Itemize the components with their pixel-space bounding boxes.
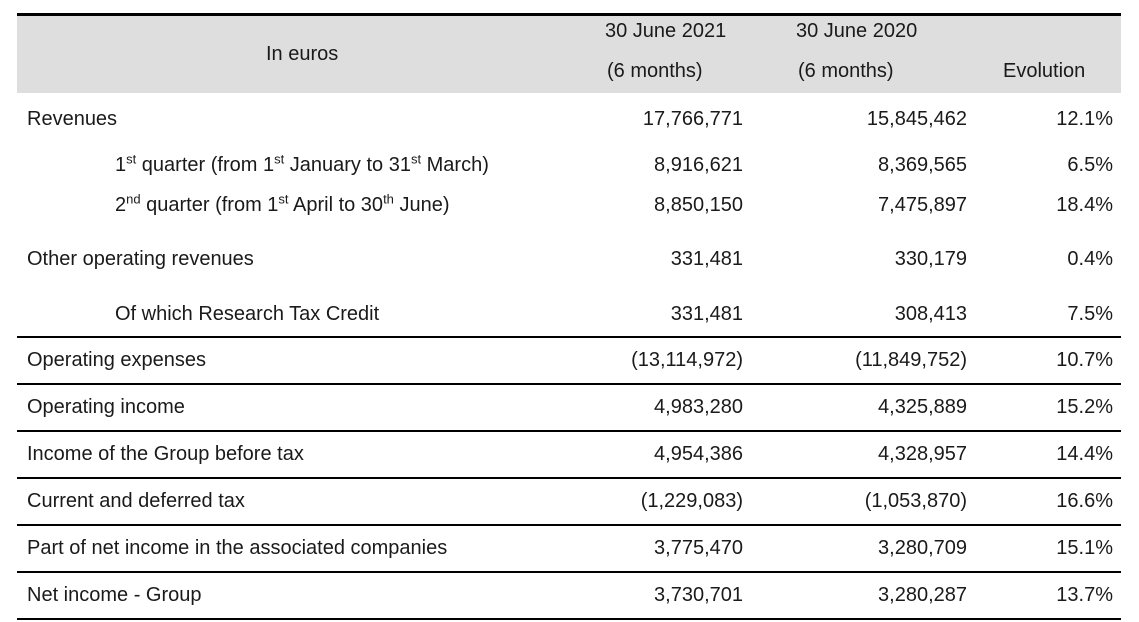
- table-row-income-before-tax: [17, 432, 1121, 479]
- value-evolution: 13.7%: [1056, 584, 1113, 606]
- value-2021: 8,850,150: [654, 193, 743, 216]
- row-label: Income of the Group before tax: [27, 443, 304, 465]
- value-evolution: 10.7%: [1056, 349, 1113, 371]
- row-label: Current and deferred tax: [27, 490, 245, 512]
- value-2020: 330,179: [894, 247, 967, 270]
- row-label: Revenues: [27, 107, 118, 130]
- header-col2-date: 30 June 2020: [796, 20, 918, 42]
- row-label: Other operating revenues: [27, 247, 254, 270]
- header-col1-period: (6 months): [607, 60, 703, 82]
- value-2020: 8,369,565: [878, 153, 967, 176]
- value-2020: 3,280,709: [878, 537, 967, 559]
- value-2020: (1,053,870): [864, 490, 967, 512]
- header-col3: Evolution: [1003, 60, 1086, 82]
- header-col1-date: 30 June 2021: [605, 20, 727, 42]
- value-2021: 4,954,386: [654, 443, 743, 465]
- value-evolution: 16.6%: [1056, 490, 1113, 512]
- header-col2-period: (6 months): [798, 60, 894, 82]
- value-evolution: 15.1%: [1056, 537, 1113, 559]
- value-2020: 3,280,287: [878, 584, 967, 606]
- income-table: [17, 13, 1121, 620]
- table-row-revenues: [17, 93, 1121, 145]
- value-evolution: 12.1%: [1056, 107, 1113, 130]
- value-2020: 4,328,957: [878, 443, 967, 465]
- table-row-operating-expenses: [17, 338, 1121, 385]
- value-evolution: 6.5%: [1067, 153, 1113, 176]
- table-row-research-tax-credit: [17, 293, 1121, 338]
- value-evolution: 14.4%: [1056, 443, 1113, 465]
- value-2021: (13,114,972): [631, 349, 743, 371]
- value-evolution: 18.4%: [1056, 193, 1113, 216]
- value-2021: 17,766,771: [642, 107, 743, 130]
- header-label: In euros: [266, 43, 339, 65]
- value-2021: 331,481: [670, 303, 743, 325]
- row-label: 1st quarter (from 1st January to 31st March): [115, 150, 489, 176]
- table-row-associated-companies: [17, 526, 1121, 573]
- table-row-q2: [17, 185, 1121, 225]
- table-row-other-revenues: [17, 225, 1121, 293]
- value-evolution: 15.2%: [1056, 396, 1113, 418]
- value-2020: (11,849,752): [855, 349, 967, 371]
- table-row-operating-income: [17, 385, 1121, 432]
- value-evolution: 0.4%: [1067, 247, 1113, 270]
- row-label: Of which Research Tax Credit: [115, 303, 380, 325]
- value-evolution: 7.5%: [1067, 303, 1113, 325]
- value-2021: 8,916,621: [654, 153, 743, 176]
- value-2021: 3,730,701: [654, 584, 743, 606]
- table-row-q1: [17, 145, 1121, 185]
- table-row-net-income: [17, 573, 1121, 620]
- value-2021: 3,775,470: [654, 537, 743, 559]
- row-label: Net income - Group: [27, 584, 202, 606]
- row-label: 2nd quarter (from 1st April to 30th June): [115, 190, 450, 216]
- value-2020: 15,845,462: [866, 107, 967, 130]
- value-2020: 308,413: [894, 303, 967, 325]
- value-2021: 4,983,280: [654, 396, 743, 418]
- row-label: Operating expenses: [27, 349, 207, 371]
- value-2020: 4,325,889: [878, 396, 967, 418]
- value-2021: (1,229,083): [640, 490, 743, 512]
- table-header: [17, 13, 1121, 93]
- row-label: Part of net income in the associated companies: [27, 537, 448, 559]
- value-2021: 331,481: [670, 247, 743, 270]
- row-label: Operating income: [27, 396, 185, 418]
- table-row-tax: [17, 479, 1121, 526]
- value-2020: 7,475,897: [878, 193, 967, 216]
